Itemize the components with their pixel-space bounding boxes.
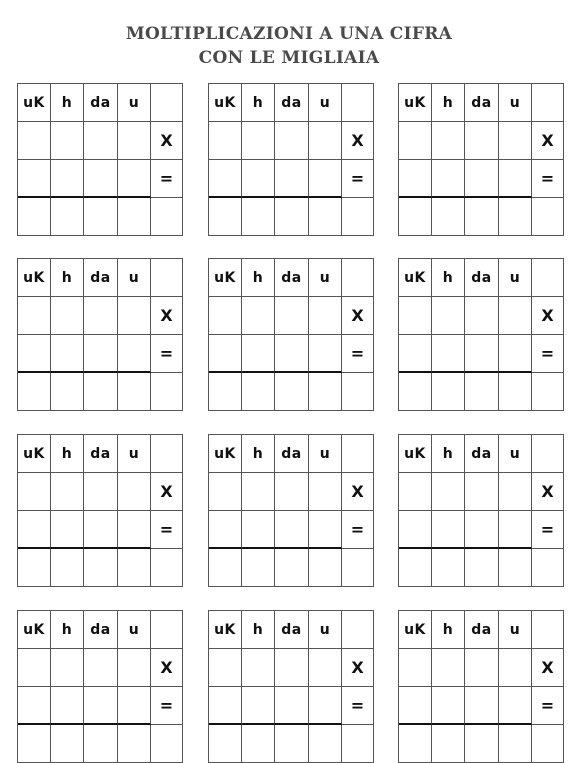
column-header: uK [209,259,242,297]
digit-cell [432,511,465,549]
digit-cell [399,687,432,725]
digit-cell [275,122,309,160]
column-header: uK [18,435,51,473]
multiplication-grid-9 [398,434,564,587]
digit-cell [499,549,532,587]
multiply-sign: X [532,649,564,687]
multiply-sign: X [532,122,564,160]
title-line-1: MOLTIPLICAZIONI A UNA CIFRA [125,24,453,44]
digit-cell [399,297,432,335]
digit-cell [432,549,465,587]
multiply-sign: X [151,297,183,335]
column-header: da [465,259,499,297]
digit-cell [84,373,118,411]
column-header: u [309,259,342,297]
digit-cell [18,549,51,587]
digit-cell [84,122,118,160]
multiply-sign: X [342,297,374,335]
multiply-sign: X [151,122,183,160]
equals-sign: = [151,335,183,373]
digit-cell [18,725,51,763]
digit-cell [84,198,118,236]
column-header: h [432,435,465,473]
digit-cell [242,649,275,687]
equals-sign: = [342,160,374,198]
column-header: uK [399,84,432,122]
digit-cell [242,160,275,198]
digit-cell [18,373,51,411]
digit-cell [242,122,275,160]
digit-cell [532,611,564,649]
column-header: h [432,84,465,122]
digit-cell [309,335,342,373]
digit-cell [499,198,532,236]
digit-cell [51,297,84,335]
column-header: h [51,84,84,122]
digit-cell [275,473,309,511]
digit-cell [432,198,465,236]
digit-cell [309,198,342,236]
digit-cell [309,511,342,549]
digit-cell [118,122,151,160]
digit-cell [432,335,465,373]
digit-cell [432,297,465,335]
digit-cell [275,160,309,198]
multiply-sign: X [532,297,564,335]
digit-cell [275,549,309,587]
digit-cell [465,198,499,236]
digit-cell [18,160,51,198]
digit-cell [209,687,242,725]
digit-cell [84,511,118,549]
digit-cell [242,335,275,373]
digit-cell [309,297,342,335]
multiply-sign: X [342,122,374,160]
digit-cell [532,373,564,411]
digit-cell [51,687,84,725]
digit-cell [151,611,183,649]
column-header: da [84,84,118,122]
digit-cell [151,549,183,587]
digit-cell [242,198,275,236]
digit-cell [275,511,309,549]
digit-cell [51,335,84,373]
multiplication-grid-5 [208,258,374,411]
digit-cell [499,160,532,198]
digit-cell [465,687,499,725]
digit-cell [118,725,151,763]
digit-cell [209,473,242,511]
digit-cell [399,373,432,411]
digit-cell [275,649,309,687]
digit-cell [209,725,242,763]
multiplication-grid-4 [17,258,183,411]
multiplication-grid-1 [17,83,183,236]
column-header: da [84,435,118,473]
digit-cell [309,122,342,160]
digit-cell [51,725,84,763]
column-header: u [118,435,151,473]
digit-cell [151,725,183,763]
digit-cell [51,198,84,236]
column-header: uK [399,259,432,297]
digit-cell [499,687,532,725]
multiply-sign: X [151,473,183,511]
digit-cell [118,160,151,198]
column-header: uK [209,435,242,473]
digit-cell [342,198,374,236]
column-header: h [51,611,84,649]
column-header: da [275,435,309,473]
digit-cell [342,84,374,122]
digit-cell [209,160,242,198]
digit-cell [342,611,374,649]
digit-cell [499,122,532,160]
digit-cell [499,335,532,373]
digit-cell [309,549,342,587]
digit-cell [242,373,275,411]
title-line-2: CON LE MIGLIAIA [198,48,380,68]
digit-cell [342,435,374,473]
digit-cell [465,122,499,160]
multiplication-grid-2 [208,83,374,236]
column-header: u [499,611,532,649]
column-header: h [242,84,275,122]
column-header: u [499,259,532,297]
digit-cell [84,687,118,725]
digit-cell [209,198,242,236]
multiplication-grid-12 [398,610,564,763]
column-header: da [465,84,499,122]
column-header: u [118,84,151,122]
digit-cell [432,122,465,160]
digit-cell [499,649,532,687]
column-header: da [84,259,118,297]
multiply-sign: X [532,473,564,511]
digit-cell [151,435,183,473]
digit-cell [118,297,151,335]
digit-cell [51,122,84,160]
digit-cell [51,549,84,587]
digit-cell [209,297,242,335]
digit-cell [399,549,432,587]
digit-cell [242,297,275,335]
digit-cell [309,373,342,411]
equals-sign: = [342,335,374,373]
column-header: da [275,84,309,122]
digit-cell [465,473,499,511]
digit-cell [399,473,432,511]
digit-cell [84,297,118,335]
column-header: da [465,611,499,649]
column-header: h [242,611,275,649]
column-header: uK [399,435,432,473]
equals-sign: = [532,160,564,198]
digit-cell [51,473,84,511]
column-header: da [275,259,309,297]
digit-cell [275,373,309,411]
column-header: uK [18,259,51,297]
digit-cell [118,473,151,511]
digit-cell [309,473,342,511]
multiplication-grid-11 [208,610,374,763]
digit-cell [275,297,309,335]
digit-cell [532,725,564,763]
equals-sign: = [151,160,183,198]
digit-cell [84,725,118,763]
column-header: h [242,259,275,297]
digit-cell [465,160,499,198]
equals-sign: = [532,687,564,725]
digit-cell [209,511,242,549]
digit-cell [242,549,275,587]
digit-cell [309,160,342,198]
equals-sign: = [532,511,564,549]
column-header: uK [209,84,242,122]
column-header: da [465,435,499,473]
digit-cell [499,511,532,549]
multiply-sign: X [151,649,183,687]
column-header: uK [399,611,432,649]
column-header: uK [209,611,242,649]
equals-sign: = [342,687,374,725]
digit-cell [209,122,242,160]
digit-cell [242,473,275,511]
digit-cell [151,259,183,297]
digit-cell [532,259,564,297]
digit-cell [118,687,151,725]
multiplication-grid-10 [17,610,183,763]
digit-cell [84,160,118,198]
digit-cell [18,297,51,335]
digit-cell [275,335,309,373]
digit-cell [499,473,532,511]
digit-cell [432,725,465,763]
digit-cell [51,649,84,687]
equals-sign: = [532,335,564,373]
digit-cell [432,649,465,687]
digit-cell [84,549,118,587]
digit-cell [465,649,499,687]
digit-cell [118,373,151,411]
column-header: da [275,611,309,649]
digit-cell [342,725,374,763]
digit-cell [432,160,465,198]
column-header: u [309,435,342,473]
column-header: uK [18,611,51,649]
digit-cell [499,725,532,763]
digit-cell [118,198,151,236]
digit-cell [532,198,564,236]
digit-cell [465,373,499,411]
digit-cell [242,511,275,549]
digit-cell [342,259,374,297]
multiplication-grid-8 [208,434,374,587]
column-header: h [432,259,465,297]
digit-cell [242,725,275,763]
digit-cell [532,435,564,473]
digit-cell [51,373,84,411]
digit-cell [399,725,432,763]
digit-cell [209,549,242,587]
digit-cell [84,473,118,511]
digit-cell [499,373,532,411]
digit-cell [499,297,532,335]
digit-cell [209,335,242,373]
digit-cell [242,687,275,725]
digit-cell [399,335,432,373]
equals-sign: = [151,511,183,549]
column-header: u [309,84,342,122]
digit-cell [118,511,151,549]
multiplication-grid-7 [17,434,183,587]
digit-cell [465,297,499,335]
digit-cell [18,649,51,687]
column-header: h [432,611,465,649]
column-header: h [51,435,84,473]
column-header: u [118,259,151,297]
digit-cell [432,473,465,511]
column-header: u [118,611,151,649]
digit-cell [432,373,465,411]
digit-cell [18,198,51,236]
digit-cell [342,373,374,411]
digit-cell [151,198,183,236]
equals-sign: = [151,687,183,725]
digit-cell [118,649,151,687]
column-header: u [499,84,532,122]
column-header: uK [18,84,51,122]
digit-cell [432,687,465,725]
worksheet-title [0,22,578,70]
digit-cell [18,687,51,725]
column-header: u [499,435,532,473]
digit-cell [399,122,432,160]
multiplication-grid-6 [398,258,564,411]
column-header: h [51,259,84,297]
digit-cell [18,335,51,373]
digit-cell [209,373,242,411]
digit-cell [399,160,432,198]
digit-cell [84,649,118,687]
column-header: h [242,435,275,473]
digit-cell [309,725,342,763]
multiplication-grid-3 [398,83,564,236]
digit-cell [118,549,151,587]
digit-cell [399,198,432,236]
digit-cell [275,687,309,725]
column-header: da [84,611,118,649]
digit-cell [465,549,499,587]
multiply-sign: X [342,473,374,511]
digit-cell [118,335,151,373]
digit-cell [151,84,183,122]
digit-cell [465,511,499,549]
digit-cell [532,549,564,587]
digit-cell [51,160,84,198]
digit-cell [18,511,51,549]
digit-cell [342,549,374,587]
digit-cell [275,198,309,236]
digit-cell [18,473,51,511]
digit-cell [151,373,183,411]
column-header: u [309,611,342,649]
digit-cell [465,725,499,763]
digit-cell [309,649,342,687]
digit-cell [18,122,51,160]
multiply-sign: X [342,649,374,687]
digit-cell [309,687,342,725]
digit-cell [465,335,499,373]
digit-cell [399,511,432,549]
equals-sign: = [342,511,374,549]
digit-cell [51,511,84,549]
digit-cell [532,84,564,122]
digit-cell [399,649,432,687]
digit-cell [84,335,118,373]
digit-cell [209,649,242,687]
digit-cell [275,725,309,763]
